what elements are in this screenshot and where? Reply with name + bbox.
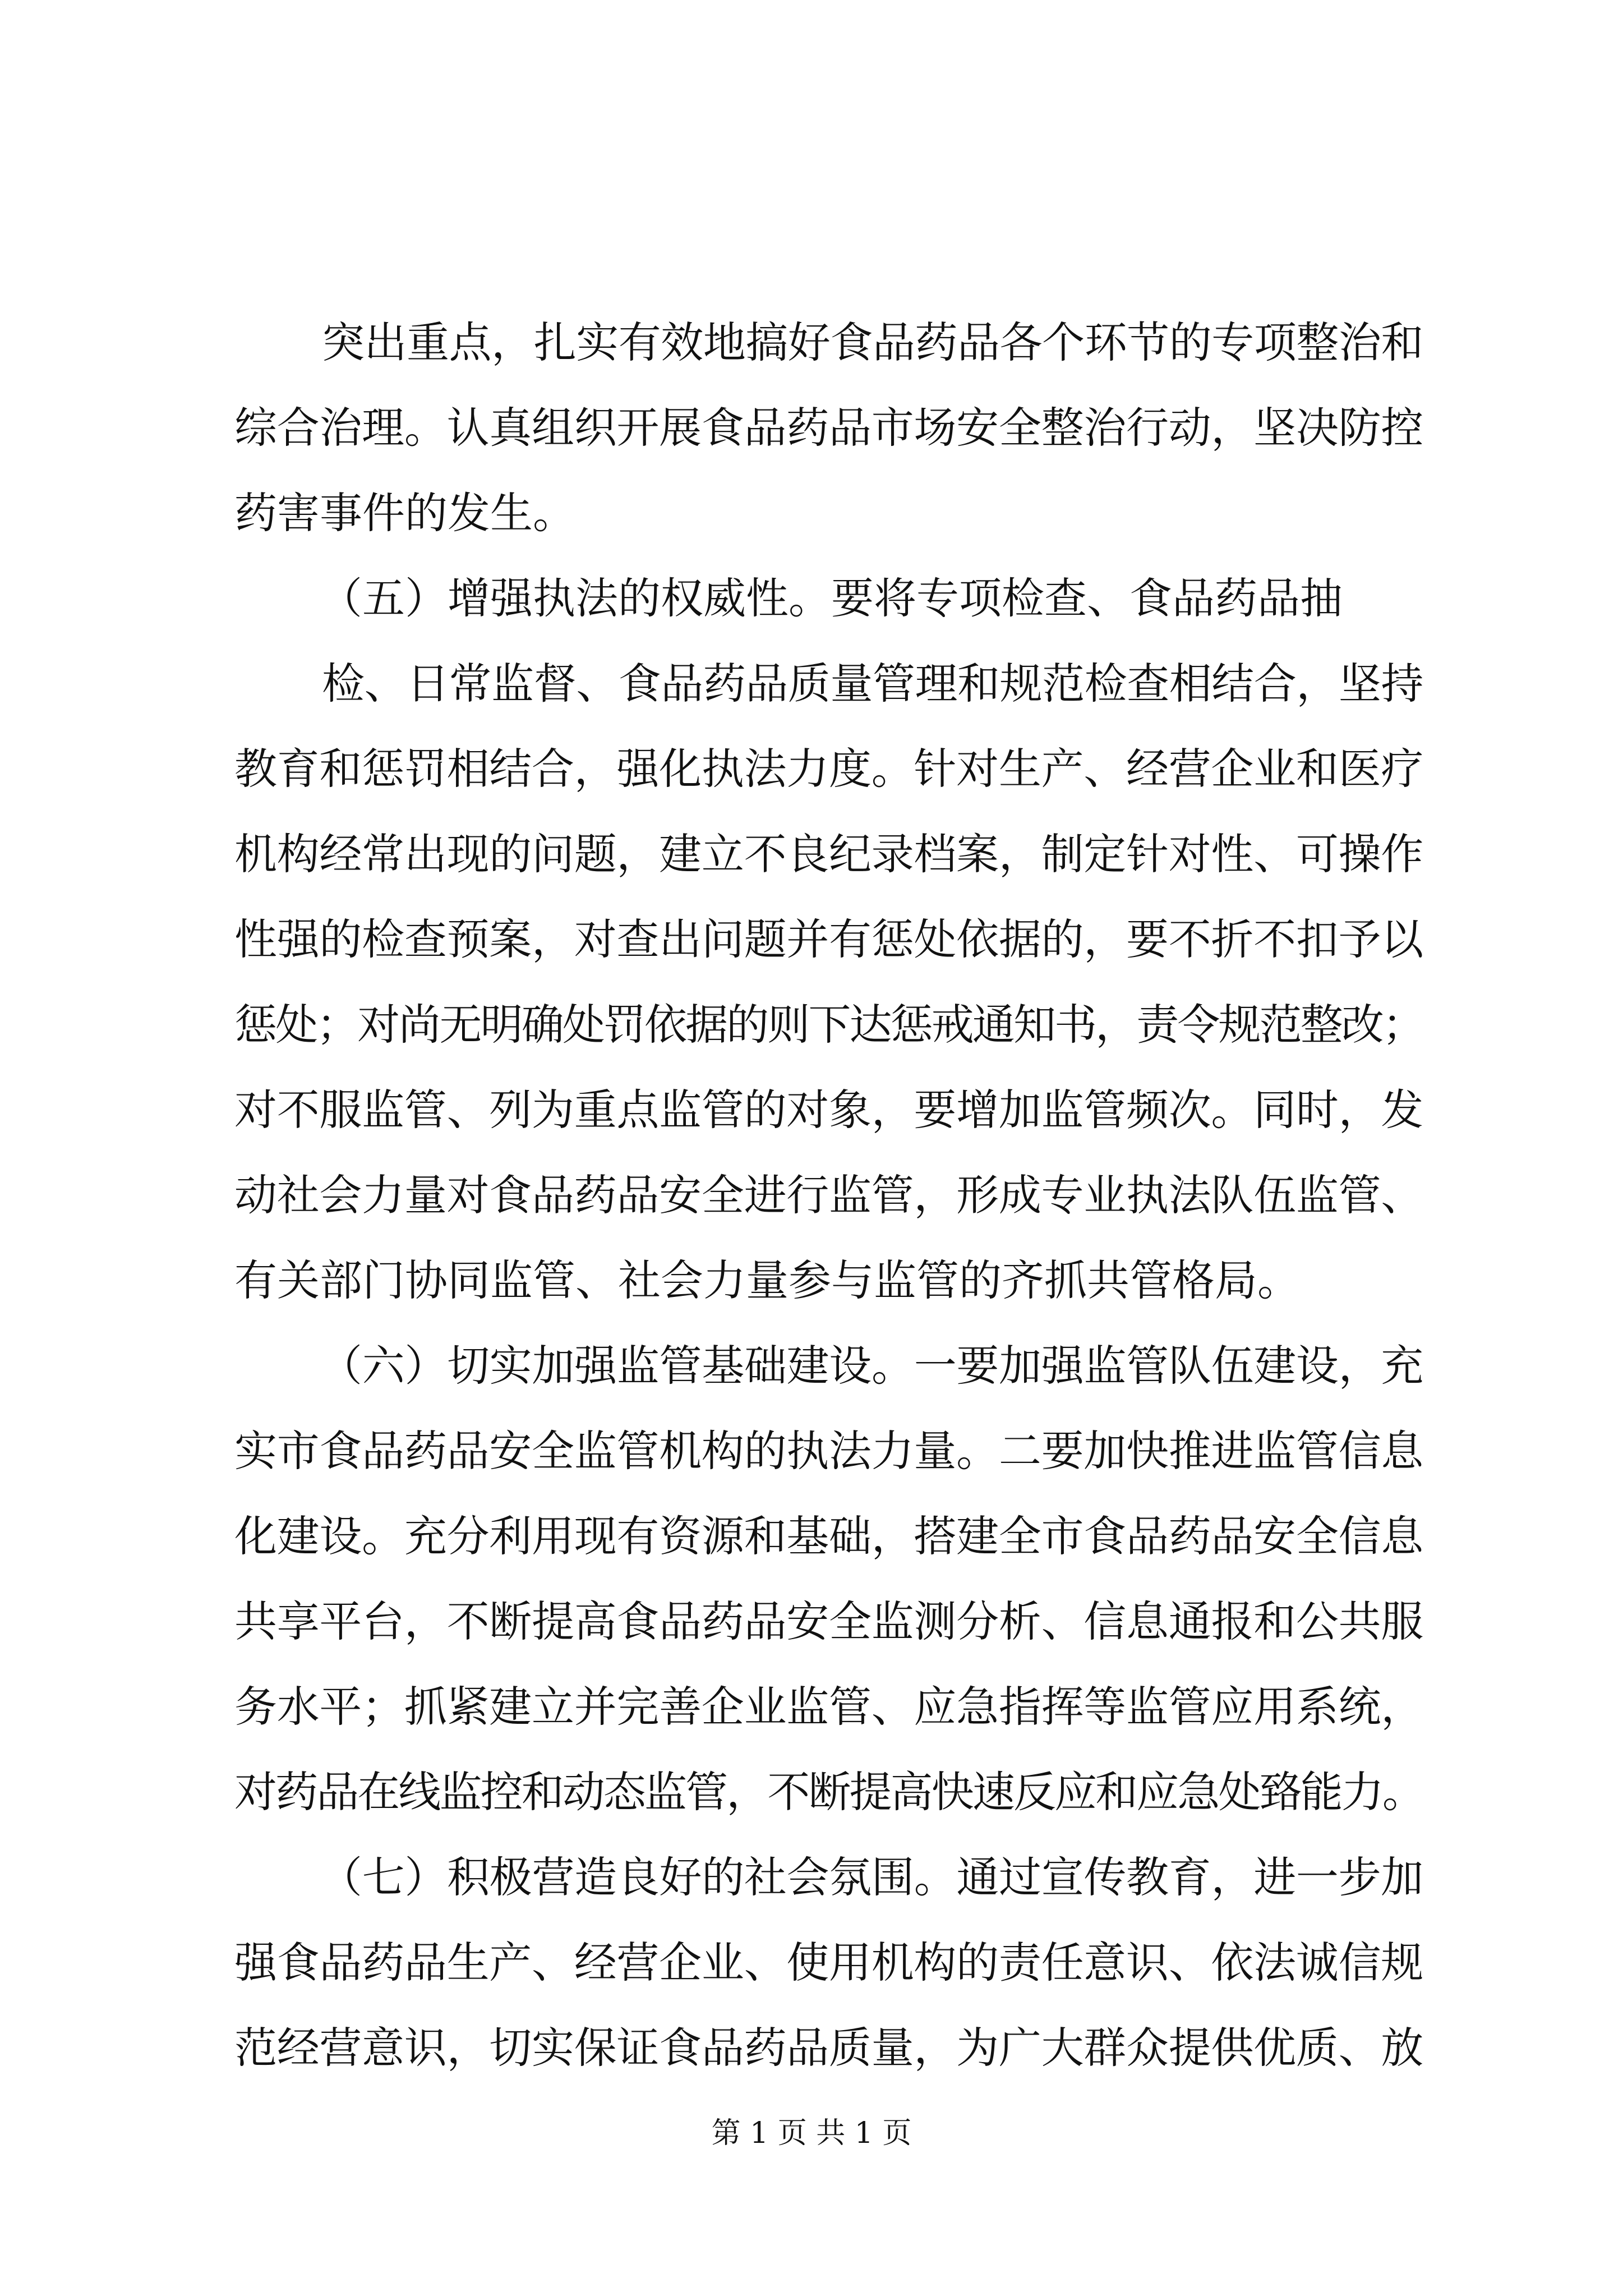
text-line: 有关部门协同监管、社会力量参与监管的齐抓共管格局。	[234, 1255, 1300, 1305]
text-line: 综合治理。认真组织开展食品药品市场安全整治行动，坚决防控	[234, 403, 1423, 453]
page-footer: 第 1 页 共 1 页	[711, 2116, 912, 2150]
text-line: 化建设。充分利用现有资源和基础，搭建全市食品药品安全信息	[234, 1511, 1423, 1561]
text-line: 强食品药品生产、经营企业、使用机构的责任意识、依法诚信规	[234, 1938, 1423, 1987]
paragraph	[234, 1835, 1423, 2091]
text-line: 动社会力量对食品药品安全进行监管，形成专业执法队伍监管、	[234, 1170, 1423, 1220]
text-line: 务水平；抓紧建立并完善企业监管、应急指挥等监管应用系统，	[234, 1682, 1423, 1732]
text-line: 对药品在线监控和动态监管，不断提高快速反应和应急处臵能力。	[234, 1767, 1423, 1817]
paragraph	[234, 300, 1423, 556]
text-line: 教育和惩罚相结合，强化执法力度。针对生产、经营企业和医疗	[234, 744, 1423, 794]
text-line: 机构经常出现的问题，建立不良纪录档案，制定针对性、可操作	[234, 829, 1423, 879]
body-text	[234, 300, 1423, 2091]
text-line: （六）切实加强监管基础建设。一要加强监管队伍建设，充	[320, 1341, 1423, 1391]
paragraph	[234, 556, 1423, 1323]
text-line: 检、日常监督、食品药品质量管理和规范检查相结合，坚持	[322, 659, 1423, 708]
text-line: 突出重点，扎实有效地搞好食品药品各个环节的专项整治和	[322, 318, 1423, 367]
text-line: 药害事件的发生。	[234, 488, 575, 538]
text-line: （五）增强执法的权威性。要将专项检查、食品药品抽	[320, 573, 1343, 623]
paragraph	[234, 1323, 1423, 1835]
text-line: 共享平台，不断提高食品药品安全监测分析、信息通报和公共服	[234, 1596, 1423, 1646]
text-line: 性强的检查预案，对查出问题并有惩处依据的，要不折不扣予以	[234, 914, 1423, 964]
text-line: 范经营意识，切实保证食品药品质量，为广大群众提供优质、放	[234, 2023, 1423, 2073]
text-line: （七）积极营造良好的社会氛围。通过宣传教育，进一步加	[320, 1852, 1423, 1902]
text-line: 对不服监管、列为重点监管的对象，要增加监管频次。同时，发	[234, 1085, 1423, 1135]
text-line: 惩处；对尚无明确处罚依据的则下达惩戒通知书，责令规范整改；	[234, 1000, 1423, 1050]
text-line: 实市食品药品安全监管机构的执法力量。二要加快推进监管信息	[234, 1426, 1423, 1476]
